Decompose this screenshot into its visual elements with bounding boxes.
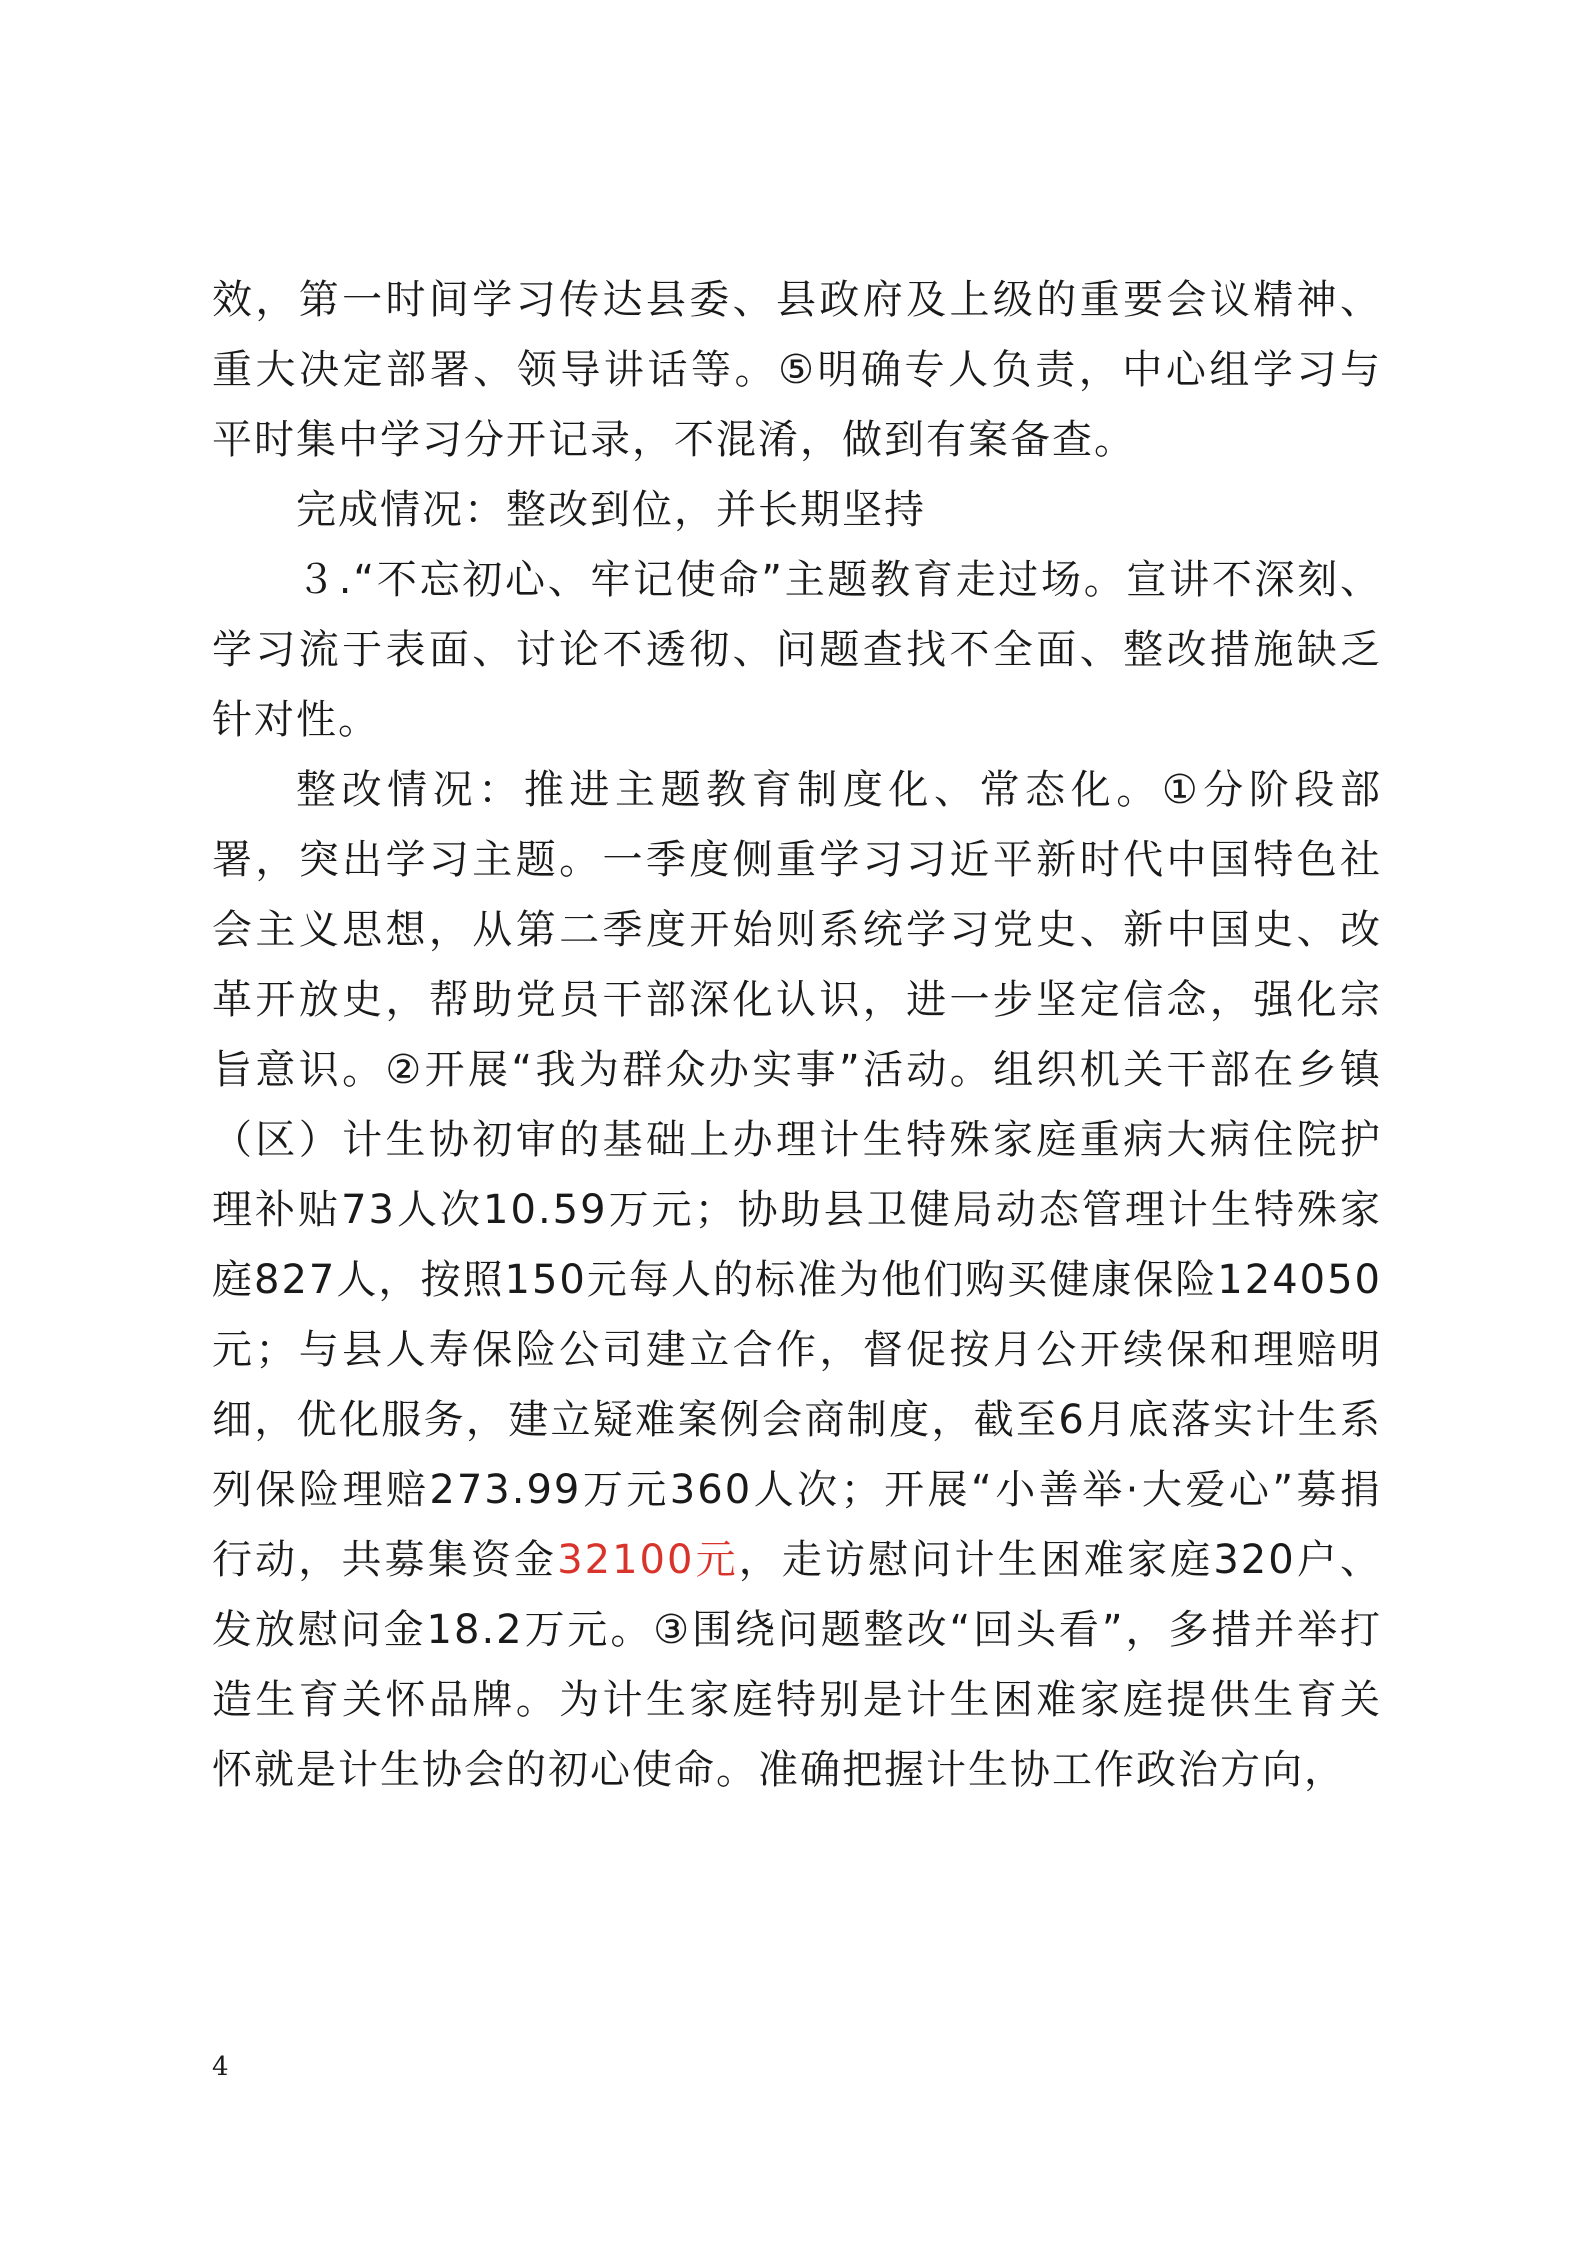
highlighted-amount: 32100元	[557, 1537, 739, 1583]
paragraph-rectification	[212, 755, 1382, 1805]
paragraph-continuation: 效，第一时间学习传达县委、县政府及上级的重要会议精神、重大决定部署、领导讲话等。⑤明确专人负责，中心组学习与平时集中学习分开记录，不混淆，做到有案备查。	[212, 277, 1382, 463]
paragraph-rectification-text-a: 整改情况：推进主题教育制度化、常态化。①分阶段部署，突出学习主题。一季度侧重学习习近平新时代中国特色社会主义思想，从第二季度开始则系统学习党史、新中国史、改革开放史，帮助党员干部深化认识，进一步坚定信念，强化宗旨意识。②开展“我为群众办实事”活动。组织机关干部在乡镇（区）计生协初审的基础上办理计生特殊家庭重病大病住院护理补贴73人次10.59万元；协助县卫健局动态管理计生特殊家庭827人，按照150元每人的标准为他们购买健康保险124050元；与县人寿保险公司建立合作，督促按月公开续保和理赔明细，优化服务，建立疑难案例会商制度，截至6月底落实计生系列保险理赔273.99万元360人次；开展“小善举·大爱心”募捐行动，共募集资金	[212, 767, 1382, 1583]
paragraph-rectification-text-b: ，走访慰问计生困难家庭320户、发放慰问金18.2万元。③围绕问题整改“回头看”，多措并举打造生育关怀品牌。为计生家庭特别是计生困难家庭提供生育关怀就是计生协会的初心使命。准确把握计生协工作政治方向，	[212, 1537, 1382, 1793]
paragraph-issue-3: ３.“不忘初心、牢记使命”主题教育走过场。宣讲不深刻、学习流于表面、讨论不透彻、问题查找不全面、整改措施缺乏针对性。	[212, 557, 1382, 743]
page-number: 4	[212, 2052, 229, 2082]
document-body	[212, 265, 1382, 1805]
paragraph-completion-status: 完成情况：整改到位，并长期坚持	[296, 487, 926, 533]
